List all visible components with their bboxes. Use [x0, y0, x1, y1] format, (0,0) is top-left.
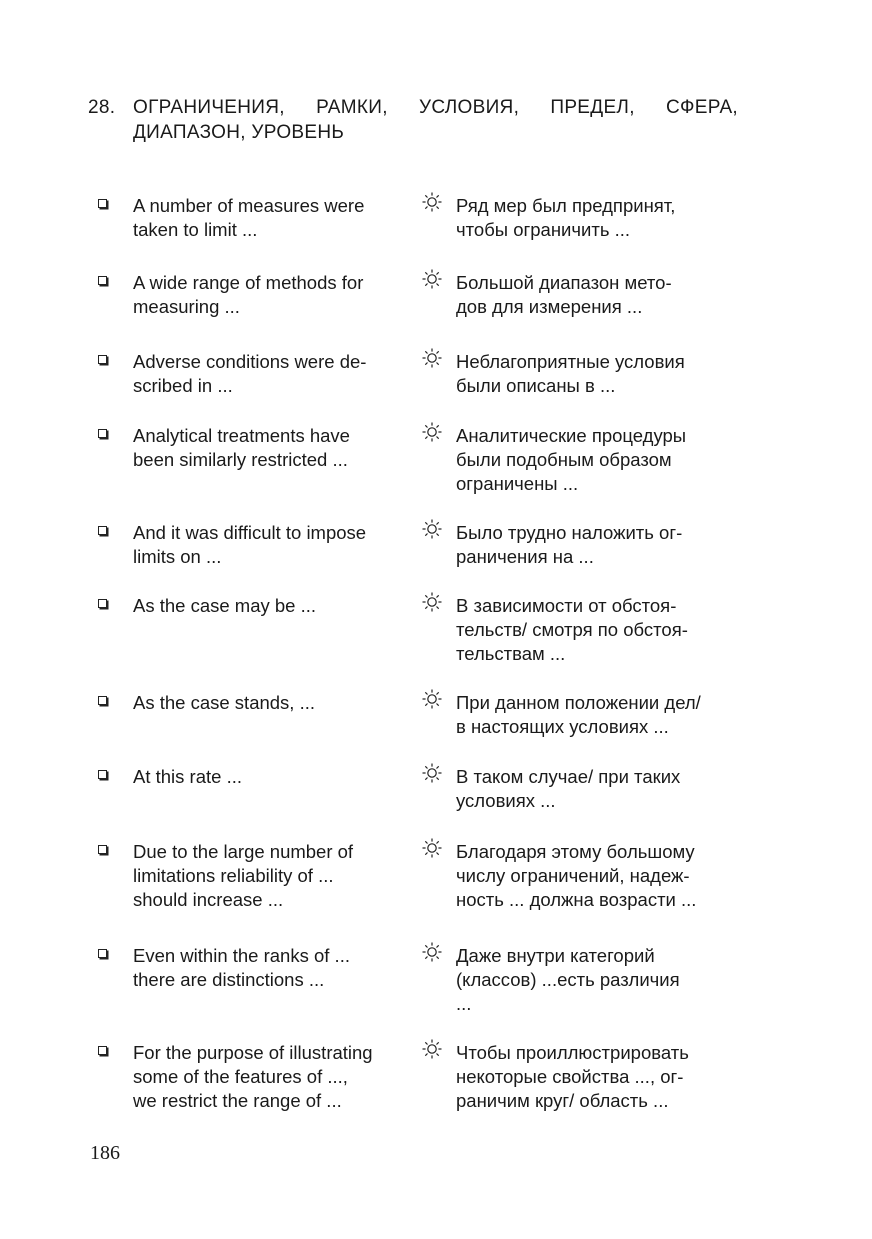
- checkbox-square-icon: [98, 1046, 107, 1055]
- english-phrase: Analytical treatments have been similarly restricted ...: [133, 425, 350, 470]
- sun-icon: [421, 762, 443, 784]
- checkbox-square-icon: [98, 599, 107, 608]
- english-phrase: As the case stands, ...: [133, 692, 316, 713]
- russian-translation: В зависимости от обстоя- тельств/ смотря по обстоя- тельствам ...: [456, 595, 688, 664]
- checkbox-square-icon: [98, 696, 107, 705]
- sun-icon: [421, 837, 443, 859]
- russian-translation: Большой диапазон мето- дов для измерения ...: [456, 272, 672, 317]
- english-phrase: At this rate ...: [133, 766, 242, 787]
- sun-icon: [421, 1038, 443, 1060]
- russian-translation: Неблагоприятные условия были описаны в ...: [456, 351, 685, 396]
- section-title: ОГРАНИЧЕНИЯ, РАМКИ, УСЛОВИЯ, ПРЕДЕЛ, СФЕРА, ДИАПАЗОН, УРОВЕНЬ: [133, 97, 738, 143]
- russian-translation: При данном положении дел/ в настоящих условиях ...: [456, 692, 701, 737]
- english-phrase: Adverse conditions were de- scribed in ...: [133, 351, 367, 396]
- page-number: 186: [90, 1142, 120, 1164]
- sun-icon: [421, 688, 443, 710]
- checkbox-square-icon: [98, 770, 107, 779]
- sun-icon: [421, 191, 443, 213]
- checkbox-square-icon: [98, 199, 107, 208]
- sun-icon: [421, 591, 443, 613]
- russian-translation: Аналитические процедуры были подобным образом ограничены ...: [456, 425, 687, 494]
- section-heading: [88, 95, 738, 145]
- russian-translation: Чтобы проиллюстрировать некоторые свойства ..., ог- раничим круг/ область ...: [456, 1042, 689, 1111]
- checkbox-square-icon: [98, 355, 107, 364]
- sun-icon: [421, 421, 443, 443]
- russian-translation: Благодаря этому большому числу ограничений, надеж- ность ... должна возрасти ...: [456, 841, 697, 910]
- english-phrase: A number of measures were taken to limit ...: [133, 195, 365, 240]
- english-phrase: Even within the ranks of ... there are distinctions ...: [133, 945, 350, 990]
- english-phrase: For the purpose of illustrating some of the features of ..., we restrict the range of ...: [133, 1042, 373, 1111]
- checkbox-square-icon: [98, 429, 107, 438]
- russian-translation: В таком случае/ при таких условиях ...: [456, 766, 681, 811]
- sun-icon: [421, 268, 443, 290]
- russian-translation: Даже внутри категорий (классов) ...есть различия ...: [456, 945, 680, 1014]
- english-phrase: Due to the large number of limitations reliability of ... should increase ...: [133, 841, 354, 910]
- sun-icon: [421, 347, 443, 369]
- section-number: 28.: [88, 97, 116, 118]
- checkbox-square-icon: [98, 949, 107, 958]
- sun-icon: [421, 518, 443, 540]
- russian-translation: Ряд мер был предпринят, чтобы ограничить ...: [456, 195, 676, 240]
- checkbox-square-icon: [98, 845, 107, 854]
- russian-translation: Было трудно наложить ог- раничения на ...: [456, 522, 683, 567]
- english-phrase: A wide range of methods for measuring ...: [133, 272, 364, 317]
- checkbox-square-icon: [98, 276, 107, 285]
- english-phrase: And it was difficult to impose limits on ...: [133, 522, 367, 567]
- english-phrase: As the case may be ...: [133, 595, 317, 616]
- sun-icon: [421, 941, 443, 963]
- checkbox-square-icon: [98, 526, 107, 535]
